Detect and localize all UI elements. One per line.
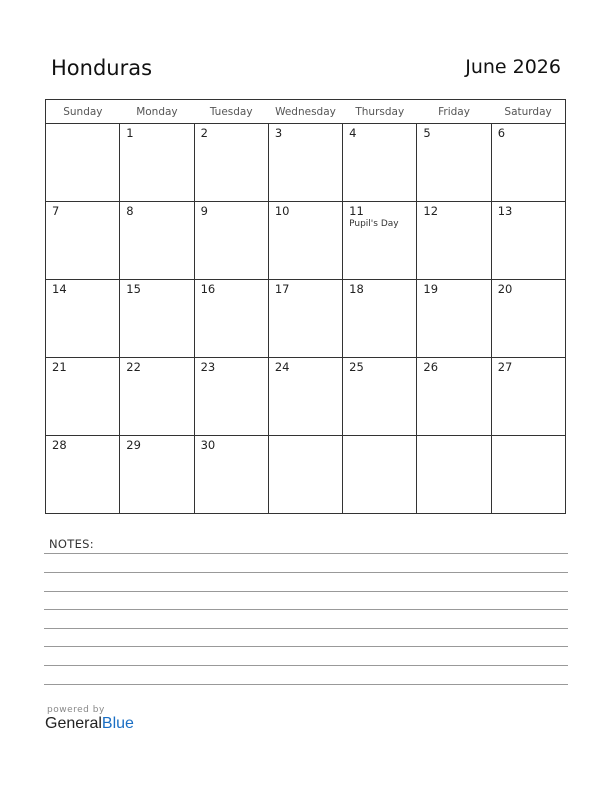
day-number: 26 xyxy=(423,360,439,374)
day-number: 22 xyxy=(126,360,141,374)
day-number: 15 xyxy=(126,282,141,296)
weekday-header-friday: Friday xyxy=(417,100,491,124)
day-cell xyxy=(491,280,565,358)
day-number: 2 xyxy=(200,126,208,140)
day-number: 27 xyxy=(497,360,513,374)
day-cell xyxy=(194,280,268,358)
day-number: 29 xyxy=(126,438,141,452)
day-number: 20 xyxy=(497,282,513,296)
day-cell xyxy=(268,280,342,358)
calendar-week-row xyxy=(46,358,566,436)
generalblue-logo xyxy=(45,705,134,733)
day-cell xyxy=(268,202,342,280)
day-cell xyxy=(120,358,194,436)
calendar-title-month: June 2026 xyxy=(465,56,561,78)
day-cell xyxy=(343,280,417,358)
notes-line xyxy=(44,665,568,666)
brand-name-general: General xyxy=(45,715,102,732)
day-number: 8 xyxy=(126,204,134,218)
day-number: 11 xyxy=(349,204,364,218)
weekday-header-sunday: Sunday xyxy=(46,100,120,124)
day-number: 18 xyxy=(349,282,364,296)
brand-name xyxy=(45,715,134,733)
day-number: 17 xyxy=(274,282,290,296)
day-number: 5 xyxy=(423,126,431,140)
calendar-grid xyxy=(45,99,566,514)
calendar-week-row xyxy=(46,202,566,280)
brand-name-blue: Blue xyxy=(101,715,134,732)
day-number: 4 xyxy=(349,126,357,140)
weekday-header-wednesday: Wednesday xyxy=(268,100,342,124)
day-number: 13 xyxy=(497,204,513,218)
powered-by-text: powered by xyxy=(47,705,105,715)
day-cell xyxy=(194,124,268,202)
day-number: 3 xyxy=(274,126,283,140)
day-number: 23 xyxy=(200,360,216,374)
day-cell xyxy=(46,202,120,280)
day-number: 28 xyxy=(52,438,67,452)
day-cell xyxy=(491,124,565,202)
notes-line xyxy=(44,684,568,685)
day-number: 25 xyxy=(349,360,364,374)
weekday-header-thursday: Thursday xyxy=(343,100,417,124)
day-cell xyxy=(343,358,417,436)
calendar-title-country: Honduras xyxy=(51,56,153,80)
day-number: 14 xyxy=(52,282,67,296)
day-number: 30 xyxy=(200,438,216,452)
day-number: 7 xyxy=(52,204,60,218)
day-number: 1 xyxy=(126,126,134,140)
day-cell xyxy=(46,358,120,436)
empty-day-cell xyxy=(343,436,417,514)
calendar-week-row xyxy=(46,436,566,514)
day-cell xyxy=(194,436,268,514)
day-cell xyxy=(194,202,268,280)
calendar-week-row xyxy=(46,124,566,202)
day-cell xyxy=(120,124,194,202)
day-cell xyxy=(343,202,417,280)
day-cell xyxy=(491,202,565,280)
notes-label: NOTES: xyxy=(49,537,94,551)
day-cell xyxy=(46,280,120,358)
day-cell xyxy=(46,436,120,514)
weekday-header-saturday: Saturday xyxy=(491,100,565,124)
weekday-header-tuesday: Tuesday xyxy=(194,100,268,124)
day-cell xyxy=(491,358,565,436)
empty-day-cell xyxy=(491,436,565,514)
day-cell xyxy=(343,124,417,202)
day-cell xyxy=(120,280,194,358)
holiday-label: Pupil's Day xyxy=(349,219,399,229)
day-cell xyxy=(120,436,194,514)
day-cell xyxy=(417,124,491,202)
day-number: 21 xyxy=(52,360,67,374)
day-cell xyxy=(417,358,491,436)
empty-day-cell xyxy=(46,124,120,202)
day-cell xyxy=(417,280,491,358)
notes-line xyxy=(44,646,568,647)
notes-line xyxy=(44,609,568,610)
notes-line xyxy=(44,553,568,554)
notes-line xyxy=(44,591,568,592)
day-number: 16 xyxy=(200,282,216,296)
day-number: 6 xyxy=(497,126,506,140)
calendar-week-row xyxy=(46,280,566,358)
weekday-header-monday: Monday xyxy=(120,100,194,124)
empty-day-cell xyxy=(417,436,491,514)
weekday-header-row xyxy=(46,100,566,124)
day-cell xyxy=(120,202,194,280)
empty-day-cell xyxy=(268,436,342,514)
day-cell xyxy=(194,358,268,436)
day-number: 10 xyxy=(274,204,290,218)
day-cell xyxy=(268,124,342,202)
notes-line xyxy=(44,572,568,573)
notes-line xyxy=(44,628,568,629)
day-number: 19 xyxy=(423,282,439,296)
day-number: 24 xyxy=(274,360,290,374)
day-number: 12 xyxy=(423,204,439,218)
day-cell xyxy=(417,202,491,280)
day-cell xyxy=(268,358,342,436)
day-number: 9 xyxy=(200,204,208,218)
